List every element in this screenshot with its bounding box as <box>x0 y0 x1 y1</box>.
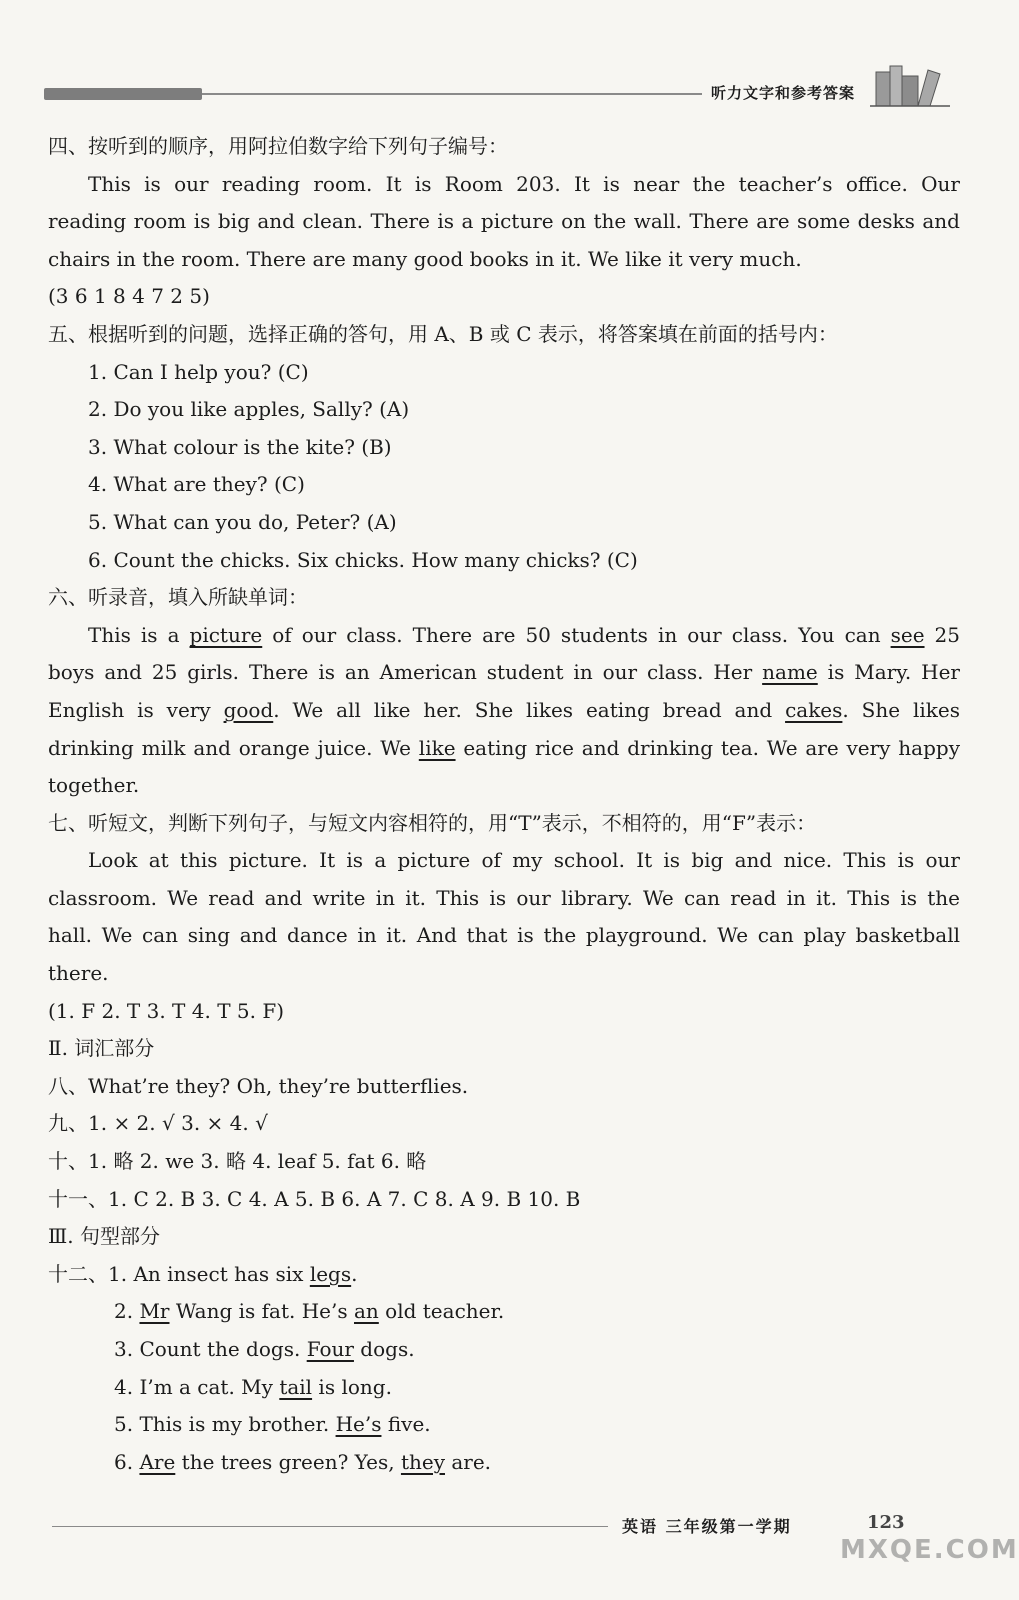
list-item: 3. What colour is the kite? (B) <box>88 434 392 459</box>
answer-word: tail <box>279 1374 313 1399</box>
answer-word: legs <box>309 1261 352 1286</box>
section-4-answer: (3 6 1 8 4 7 2 5) <box>48 284 210 309</box>
section-6-text: English is very good. We all like her. She likes eating bread and cakes. She likes <box>48 697 960 722</box>
section-6-text: drinking milk and orange juice. We like eating rice and drinking tea. We are very happy <box>48 735 960 760</box>
page-header <box>44 76 954 116</box>
answer-word: Are <box>139 1449 176 1474</box>
answer-word: see <box>890 622 925 647</box>
answer-word: He’s <box>335 1412 382 1437</box>
section-7-text: hall. We can sing and dance in it. And that is the playground. We can play basketball <box>48 923 960 948</box>
section-12-item: 6. Are the trees green? Yes, they are. <box>114 1449 492 1474</box>
books-icon <box>870 62 950 110</box>
list-item: 2. Do you like apples, Sally? (A) <box>88 397 410 422</box>
section-6-text: boys and 25 girls. There is an American student in our class. Her name is Mary. Her <box>48 660 960 685</box>
answer-word: name <box>762 660 818 685</box>
section-12-prefix: 十二、 <box>48 1261 108 1286</box>
section-9: 九、1. × 2. √ 3. × 4. √ <box>48 1111 268 1136</box>
section-4-text: chairs in the room. There are many good books in it. We like it very much. <box>48 246 802 271</box>
section-8: 八、What’re they? Oh, they’re butterflies. <box>48 1073 469 1098</box>
page-footer <box>52 1508 952 1548</box>
answer-word: Four <box>306 1337 354 1361</box>
answer-content <box>48 128 960 1481</box>
answer-word: cakes <box>785 697 843 722</box>
header-title: 听力文字和参考答案 <box>711 84 856 102</box>
section-5-title: 五、根据听到的问题，选择正确的答句，用 A、B 或 C 表示，将答案填在前面的括号内： <box>48 321 838 346</box>
list-item: 6. Count the chicks. Six chicks. How many chicks? (C) <box>88 547 638 572</box>
section-4-text: This is our reading room. It is Room 203. It is near the teacher’s office. Our <box>88 171 960 196</box>
section-10: 十、1. 略 2. we 3. 略 4. leaf 5. fat 6. 略 <box>48 1149 427 1174</box>
section-12-item: 十二、1. An insect has six legs. <box>48 1261 358 1286</box>
list-item: 4. What are they? (C) <box>88 472 305 497</box>
section-11: 十一、1. C 2. B 3. C 4. A 5. B 6. A 7. C 8. A 9. B 10. B <box>48 1186 581 1211</box>
section-12-item: 3. Count the dogs. Four dogs. <box>114 1337 415 1361</box>
footer-subject: 英语 三年级第一学期 <box>622 1517 792 1536</box>
footer-rule <box>52 1526 608 1527</box>
section-4-title: 四、按听到的顺序，用阿拉伯数字给下列句子编号： <box>48 134 508 158</box>
part-3-heading: Ⅲ. 句型部分 <box>48 1224 161 1249</box>
section-7-text: Look at this picture. It is a picture of my school. It is big and nice. This is our <box>88 848 960 873</box>
section-7-title: 七、听短文，判断下列句子，与短文内容相符的，用“T”表示，不相符的，用“F”表示： <box>48 810 817 835</box>
section-12-item: 4. I’m a cat. My tail is long. <box>114 1374 392 1399</box>
section-12-item: 2. Mr Wang is fat. He’s an old teacher. <box>114 1299 505 1324</box>
section-4-text: reading room is big and clean. There is a picture on the wall. There are some desks and <box>48 209 960 234</box>
answer-word: an <box>354 1299 379 1324</box>
answer-word: good <box>223 697 274 722</box>
header-bar <box>44 88 202 100</box>
answer-word: Mr <box>139 1299 170 1324</box>
part-2-heading: Ⅱ. 词汇部分 <box>48 1036 155 1061</box>
header-rule <box>202 93 702 95</box>
list-item: 1. Can I help you? (C) <box>88 359 309 384</box>
section-7-text: there. <box>48 961 109 986</box>
section-6-text: This is a picture of our class. There are 50 students in our class. You can see 25 <box>88 622 960 647</box>
section-6-title: 六、听录音，填入所缺单词： <box>48 585 308 610</box>
section-6-text: together. <box>48 773 140 798</box>
section-12-item: 5. This is my brother. He’s five. <box>114 1412 431 1437</box>
section-7-text: classroom. We read and write in it. This is our library. We can read in it. This is the <box>48 885 960 910</box>
list-item: 5. What can you do, Peter? (A) <box>88 509 397 534</box>
answer-word: they <box>400 1449 445 1474</box>
page-number: 123 <box>867 1512 905 1533</box>
answer-word: picture <box>189 622 263 647</box>
answer-word: like <box>418 735 456 760</box>
watermark: MXQE.COM <box>840 1535 1019 1565</box>
section-7-answer: (1. F 2. T 3. T 4. T 5. F) <box>48 998 285 1023</box>
